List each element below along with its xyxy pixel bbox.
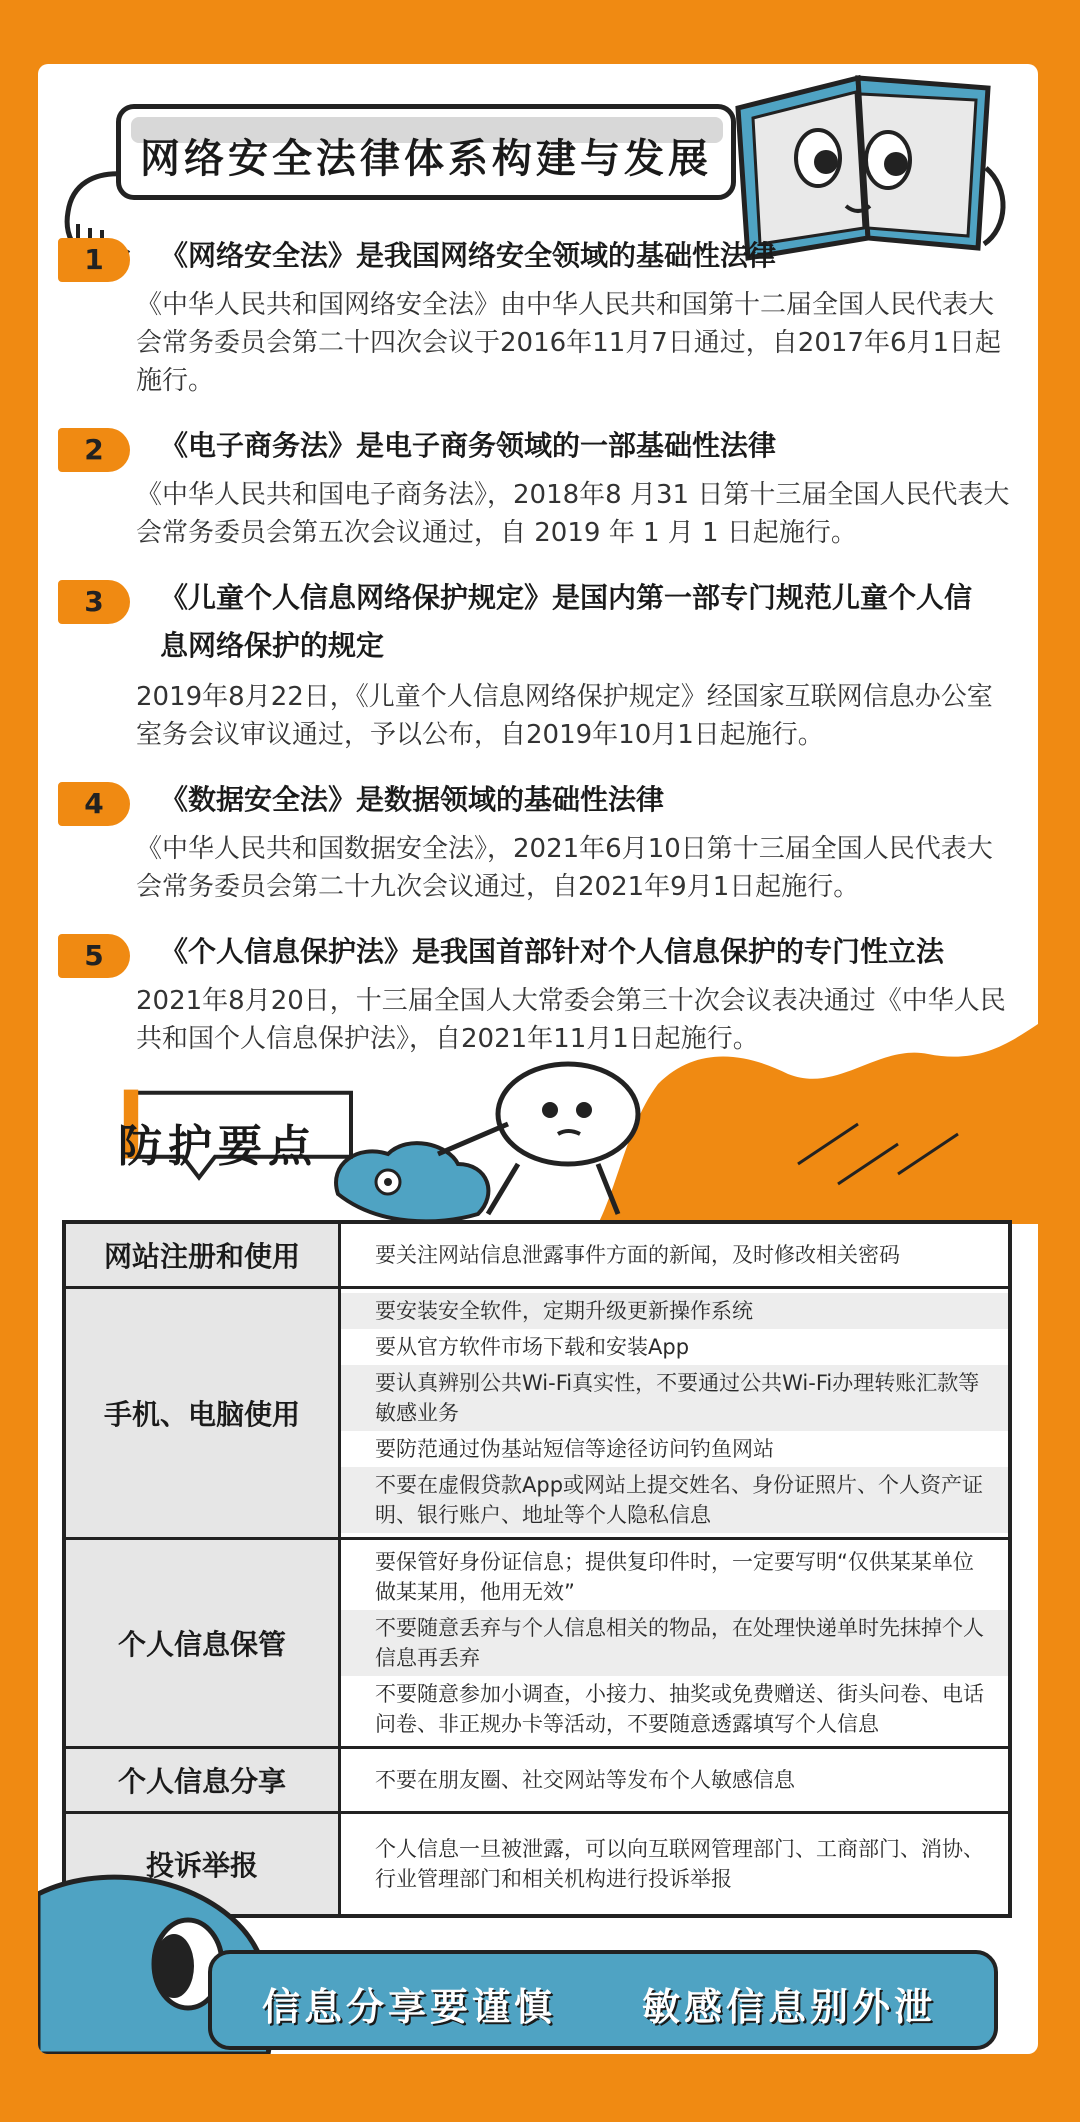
page-title: 网络安全法律体系构建与发展 — [140, 136, 712, 182]
table-item: 要关注网站信息泄露事件方面的新闻，及时修改相关密码 — [375, 1243, 900, 1267]
law-body: 2019年8月22日，《儿童个人信息网络保护规定》经国家互联网信息办公室室务会议审议通过，予以公布，自2019年10月1日起施行。 — [136, 682, 993, 750]
table-item: 不要随意参加小调查，小接力、抽奖或免费赠送、街头问卷、电话问卷、非正规办卡等活动，不要随意透露填写个人信息 — [375, 1682, 984, 1736]
law-title: 《电子商务法》是电子商务领域的一部基础性法律 — [160, 429, 777, 462]
table-category: 投诉举报 — [66, 1814, 341, 1914]
title-banner — [116, 104, 736, 200]
poster-card — [38, 64, 1038, 2054]
table-item: 要从官方软件市场下载和安装App — [375, 1335, 690, 1359]
table-row — [66, 1540, 1008, 1749]
table-item: 要保管好身份证信息；提供复印件时，一定要写明“仅供某某单位做某某用，他用无效” — [375, 1550, 974, 1604]
table-item: 个人信息一旦被泄露，可以向互联网管理部门、工商部门、消协、行业管理部门和相关机构进行投诉举报 — [375, 1837, 984, 1891]
law-number: 4 — [58, 782, 130, 826]
table-item: 要防范通过伪基站短信等途径访问钓鱼网站 — [375, 1437, 774, 1461]
law-number: 5 — [58, 934, 130, 978]
law-number: 1 — [58, 238, 130, 282]
table-item: 要安装安全软件，定期升级更新操作系统 — [341, 1293, 1008, 1329]
law-body: 《中华人民共和国电子商务法》，2018年8 月31 日第十三届全国人民代表大会常务委员会第五次会议通过，自 2019 年 1 月 1 日起施行。 — [136, 480, 1010, 548]
protection-title: 防护要点 — [118, 1121, 318, 1172]
law-title: 《数据安全法》是数据领域的基础性法律 — [160, 783, 665, 816]
table-category: 个人信息分享 — [66, 1749, 341, 1811]
table-category: 网站注册和使用 — [66, 1224, 341, 1286]
law-body: 《中华人民共和国网络安全法》由中华人民共和国第十二届全国人民代表大会常务委员会第二十四次会议于2016年11月7日通过，自2017年6月1日起施行。 — [136, 290, 1002, 396]
slogan-right: 敏感信息别外泄 — [642, 1985, 937, 2029]
table-category: 手机、电脑使用 — [66, 1289, 341, 1537]
orange-wave-decoration — [598, 1024, 1038, 1224]
law-title: 《个人信息保护法》是我国首部针对个人信息保护的专门性立法 — [160, 935, 945, 968]
table-item: 不要随意丢弃与个人信息相关的物品，在处理快递单时先抹掉个人信息再丢弃 — [341, 1610, 1008, 1676]
table-item: 要认真辨别公共Wi-Fi真实性，不要通过公共Wi-Fi办理转账汇款等敏感业务 — [341, 1365, 1008, 1431]
protection-table — [62, 1220, 1012, 1918]
table-item: 不要在虚假贷款App或网站上提交姓名、身份证照片、个人资产证明、银行账户、地址等个人隐私信息 — [341, 1467, 1008, 1533]
table-row — [66, 1749, 1008, 1814]
law-number: 3 — [58, 580, 130, 624]
slogan-banner — [208, 1950, 998, 2050]
table-row — [66, 1289, 1008, 1540]
law-number: 2 — [58, 428, 130, 472]
table-category: 个人信息保管 — [66, 1540, 341, 1746]
law-body: 《中华人民共和国数据安全法》，2021年6月10日第十三届全国人民代表大会常务委员会第二十九次会议通过，自2021年9月1日起施行。 — [136, 834, 993, 902]
law-title: 《网络安全法》是我国网络安全领域的基础性法律 — [160, 239, 777, 272]
slogan-left: 信息分享要谨慎 — [262, 1985, 557, 2029]
law-body: 2021年8月20日，十三届全国人大常委会第三十次会议表决通过《中华人民共和国个人信息保护法》，自2021年11月1日起施行。 — [136, 986, 1006, 1054]
table-row — [66, 1224, 1008, 1289]
law-title: 《儿童个人信息网络保护规定》是国内第一部专门规范儿童个人信息网络保护的规定 — [160, 581, 973, 662]
table-item: 不要在朋友圈、社交网站等发布个人敏感信息 — [375, 1768, 795, 1792]
